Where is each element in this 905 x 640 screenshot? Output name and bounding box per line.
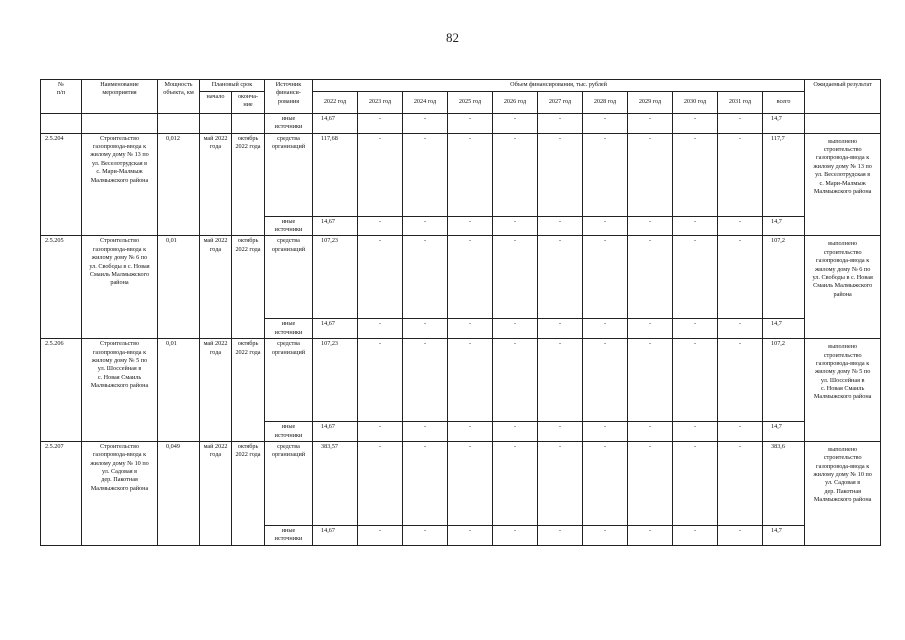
value-cell: -: [493, 236, 538, 319]
value-cell: 107,23: [313, 339, 358, 422]
value-cell: 14,67: [313, 422, 358, 442]
value-cell: -: [358, 422, 403, 442]
measure-name: Строительство газопровода-ввода к жилому дому № 13 по ул. Веселотрудская в с. Мари-Малмыж Малмыжского района: [82, 133, 158, 236]
measure-name: Строительство газопровода-ввода к жилому дому № 6 по ул. Свободы в с. Новая Смаиль Малмыжского района: [82, 236, 158, 339]
value-cell: -: [403, 441, 448, 525]
value-cell: 14,67: [313, 525, 358, 545]
capacity-value: 0,049: [158, 441, 200, 545]
value-cell: -: [358, 114, 403, 134]
value-cell: -: [448, 441, 493, 525]
table-header: [41, 80, 881, 114]
value-cell: 14,67: [313, 114, 358, 134]
value-cell: -: [583, 422, 628, 442]
value-cell: -: [403, 216, 448, 236]
start-date: май 2022 года: [200, 236, 232, 339]
value-cell: -: [628, 236, 673, 319]
value-cell: -: [628, 422, 673, 442]
value-cell: -: [448, 133, 493, 216]
header-year: 2022 год: [313, 92, 358, 114]
value-cell: -: [538, 339, 583, 422]
header-year: всего: [763, 92, 805, 114]
start-date: май 2022 года: [200, 133, 232, 236]
value-cell: 14,7: [763, 525, 805, 545]
value-cell: -: [673, 339, 718, 422]
value-cell: 383,6: [763, 441, 805, 525]
value-cell: -: [493, 114, 538, 134]
empty-cell: [200, 114, 232, 134]
value-cell: -: [403, 114, 448, 134]
source-cell: иные источники: [265, 114, 313, 134]
header-result: Ожидаемый результат: [805, 80, 881, 114]
header-year: 2026 год: [493, 92, 538, 114]
value-cell: 14,67: [313, 216, 358, 236]
value-cell: -: [718, 339, 763, 422]
value-cell: -: [403, 422, 448, 442]
value-cell: -: [358, 525, 403, 545]
empty-cell: [805, 114, 881, 134]
end-date: октябрь 2022 года: [232, 339, 265, 442]
value-cell: -: [448, 319, 493, 339]
row-number: 2.5.204: [41, 133, 82, 236]
source-cell: иные источники: [265, 319, 313, 339]
value-cell: 107,23: [313, 236, 358, 319]
value-cell: -: [358, 319, 403, 339]
value-cell: -: [358, 441, 403, 525]
row-number: 2.5.207: [41, 441, 82, 545]
header-year: 2024 год: [403, 92, 448, 114]
value-cell: -: [718, 441, 763, 525]
value-cell: -: [628, 525, 673, 545]
end-date: октябрь 2022 года: [232, 441, 265, 545]
header-funding: Объем финансирования, тыс. рублей: [313, 80, 805, 92]
value-cell: -: [448, 216, 493, 236]
end-date: октябрь 2022 года: [232, 133, 265, 236]
value-cell: -: [718, 216, 763, 236]
header-year: 2031 год: [718, 92, 763, 114]
value-cell: -: [583, 441, 628, 525]
value-cell: -: [538, 319, 583, 339]
value-cell: 14,7: [763, 319, 805, 339]
value-cell: -: [538, 422, 583, 442]
value-cell: -: [538, 441, 583, 525]
value-cell: -: [673, 236, 718, 319]
measure-name: Строительство газопровода-ввода к жилому дому № 10 по ул. Садовая в дер. Пакотная Малмыжского района: [82, 441, 158, 545]
source-cell: иные источники: [265, 216, 313, 236]
value-cell: -: [493, 525, 538, 545]
header-no: № п/п: [41, 80, 82, 114]
row-number: 2.5.205: [41, 236, 82, 339]
funding-table: [40, 79, 881, 546]
value-cell: 117,7: [763, 133, 805, 216]
capacity-value: 0,01: [158, 339, 200, 442]
value-cell: -: [673, 525, 718, 545]
source-cell: средства организаций: [265, 236, 313, 319]
value-cell: -: [448, 422, 493, 442]
value-cell: -: [583, 339, 628, 422]
value-cell: 107,2: [763, 236, 805, 319]
value-cell: -: [628, 114, 673, 134]
value-cell: 107,2: [763, 339, 805, 422]
value-cell: -: [718, 422, 763, 442]
value-cell: -: [628, 133, 673, 216]
value-cell: -: [493, 319, 538, 339]
value-cell: -: [628, 441, 673, 525]
header-end: оконча- ние: [232, 92, 265, 114]
value-cell: 14,7: [763, 422, 805, 442]
value-cell: -: [403, 236, 448, 319]
row-number: 2.5.206: [41, 339, 82, 442]
value-cell: -: [538, 525, 583, 545]
value-cell: 14,7: [763, 216, 805, 236]
value-cell: -: [673, 216, 718, 236]
value-cell: -: [673, 114, 718, 134]
page-number: 82: [446, 30, 459, 45]
value-cell: -: [538, 133, 583, 216]
header-start: начало: [200, 92, 232, 114]
expected-result: выполнено строительство газопровода-ввода к жилому дому № 6 по ул. Свободы в с. Новая Смаиль Малмыжского района: [805, 236, 881, 339]
header-year: 2023 год: [358, 92, 403, 114]
value-cell: -: [583, 216, 628, 236]
expected-result: выполнено строительство газопровода-ввода к жилому дому № 13 по ул. Веселотрудская в с. Мари-Малмыж Малмыжского района: [805, 133, 881, 236]
table-body: [41, 114, 881, 546]
value-cell: -: [538, 236, 583, 319]
value-cell: -: [448, 339, 493, 422]
value-cell: -: [718, 319, 763, 339]
value-cell: -: [493, 133, 538, 216]
value-cell: -: [358, 339, 403, 422]
value-cell: -: [538, 216, 583, 236]
measure-name: Строительство газопровода-ввода к жилому дому № 5 по ул. Шоссейная в с. Новая Смаиль Малмыжского района: [82, 339, 158, 442]
value-cell: -: [718, 236, 763, 319]
source-cell: средства организаций: [265, 441, 313, 525]
value-cell: -: [583, 133, 628, 216]
start-date: май 2022 года: [200, 339, 232, 442]
value-cell: 117,68: [313, 133, 358, 216]
expected-result: выполнено строительство газопровода-ввода к жилому дому № 10 по ул. Садовая в дер. Пакотная Малмыжского района: [805, 441, 881, 545]
value-cell: -: [583, 319, 628, 339]
table-row: [41, 339, 881, 422]
value-cell: -: [403, 319, 448, 339]
value-cell: -: [493, 422, 538, 442]
source-cell: иные источники: [265, 422, 313, 442]
header-source: Источник финанси- рования: [265, 80, 313, 114]
empty-cell: [82, 114, 158, 134]
empty-cell: [158, 114, 200, 134]
value-cell: -: [448, 236, 493, 319]
value-cell: -: [358, 133, 403, 216]
header-name: Наименование мероприятия: [82, 80, 158, 114]
value-cell: -: [583, 236, 628, 319]
source-cell: иные источники: [265, 525, 313, 545]
table-row: [41, 236, 881, 319]
value-cell: -: [628, 216, 673, 236]
value-cell: -: [403, 339, 448, 422]
value-cell: -: [718, 133, 763, 216]
value-cell: 383,57: [313, 441, 358, 525]
value-cell: -: [358, 216, 403, 236]
value-cell: -: [448, 114, 493, 134]
table-row: [41, 441, 881, 525]
header-year: 2030 год: [673, 92, 718, 114]
value-cell: -: [673, 133, 718, 216]
value-cell: -: [673, 422, 718, 442]
header-year: 2027 год: [538, 92, 583, 114]
capacity-value: 0,012: [158, 133, 200, 236]
empty-cell: [41, 114, 82, 134]
value-cell: -: [493, 441, 538, 525]
header-year: 2025 год: [448, 92, 493, 114]
header-year: 2028 год: [583, 92, 628, 114]
value-cell: -: [718, 525, 763, 545]
end-date: октябрь 2022 года: [232, 236, 265, 339]
table-row: [41, 133, 881, 216]
value-cell: -: [403, 525, 448, 545]
empty-cell: [232, 114, 265, 134]
header-capacity: Мощность объекта, км: [158, 80, 200, 114]
value-cell: -: [628, 319, 673, 339]
value-cell: -: [673, 319, 718, 339]
value-cell: -: [358, 236, 403, 319]
header-year: 2029 год: [628, 92, 673, 114]
value-cell: -: [718, 114, 763, 134]
value-cell: 14,67: [313, 319, 358, 339]
value-cell: -: [673, 441, 718, 525]
value-cell: -: [493, 339, 538, 422]
expected-result: выполнено строительство газопровода-ввода к жилому дому № 5 по ул. Шоссейная в с. Новая Смаиль Малмыжского района: [805, 339, 881, 442]
capacity-value: 0,01: [158, 236, 200, 339]
value-cell: -: [583, 525, 628, 545]
value-cell: -: [583, 114, 628, 134]
source-cell: средства организаций: [265, 133, 313, 216]
value-cell: -: [448, 525, 493, 545]
value-cell: -: [403, 133, 448, 216]
value-cell: -: [628, 339, 673, 422]
source-cell: средства организаций: [265, 339, 313, 422]
value-cell: -: [538, 114, 583, 134]
value-cell: -: [493, 216, 538, 236]
value-cell: 14,7: [763, 114, 805, 134]
header-plan-term: Плановый срок: [200, 80, 265, 92]
start-date: май 2022 года: [200, 441, 232, 545]
